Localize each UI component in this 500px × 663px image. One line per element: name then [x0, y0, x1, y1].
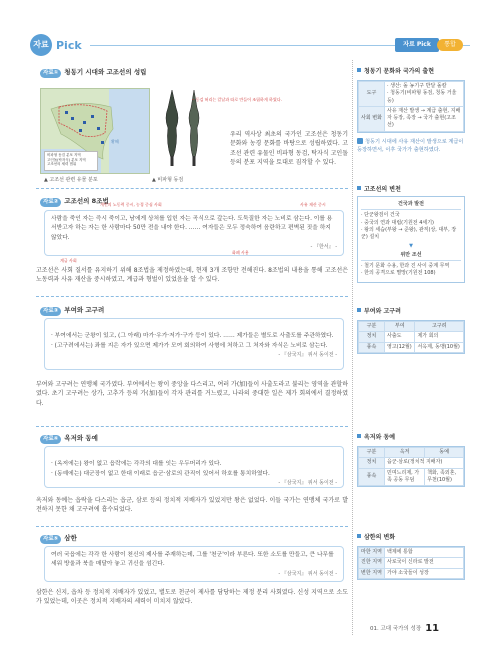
right-tag — [395, 38, 465, 52]
map-legend — [44, 151, 98, 171]
box-heading: 건국과 발전 — [361, 200, 461, 210]
section-2-title — [40, 197, 109, 207]
right-note-1 — [357, 138, 465, 155]
table-cell: 마한 지역 — [359, 548, 385, 558]
column-divider — [352, 60, 353, 635]
right-item-4-text: 옥저와 동예 — [364, 434, 396, 441]
map-caption: ▲ 고조선 관련 유물 분포 — [44, 177, 98, 183]
map-legend-item: 비파형 동검 분포 지역 — [47, 153, 81, 157]
section-3-paragraph: 부여와 고구려는 연맹체 국가였다. 부여에서는 왕이 중앙을 다스리고, 여러 가(加)들이 사출도라고 불리는 영역을 관할하였다. 초기 고구려는 상가, 고추가 등의 가(加)들이 각자 관리를 거느렸고, 나라의 중대한 일은 제가 회의에서 결정하였다. — [36, 381, 348, 407]
table-header: 구분 — [359, 448, 385, 458]
right-item-1-text: 청동기 문화와 국가의 출현 — [364, 68, 435, 75]
divider — [36, 188, 348, 189]
quote-box-3 — [44, 318, 344, 370]
map-point — [65, 111, 68, 114]
right-item-5-title — [357, 534, 395, 543]
section-4-num: 자료④ — [40, 435, 61, 444]
quote-text: 사람을 죽인 자는 즉시 죽이고, 남에게 상처를 입힌 자는 곡식으로 갚는다. 도둑질한 자는 노비로 삼는다. 이를 용서받고자 하는 자는 한 사람마다 50만 전을 내야 한다. …… 여자들은 모두 정숙하여 음란하고 편벽된 짓을 하지 않았다. — [51, 216, 333, 241]
section-1-num: 자료① — [40, 69, 61, 78]
section-2-paragraph: 고조선은 사회 질서를 유지하기 위해 8조법을 제정하였는데, 현재 3개 조항만 전해진다. 8조법의 내용을 통해 고조선은 노동력과 사유 재산을 중시하였고, 계급과 형벌이 있었음을 알 수 있다. — [36, 267, 348, 284]
table-cell: 가야 소국들이 성장 — [385, 568, 464, 578]
dagger-image — [160, 88, 184, 168]
right-item-1-title — [357, 68, 434, 77]
quote-source: - 『삼국지』 위서 동이전 - — [278, 570, 337, 577]
map-sea-label: 황해 — [111, 139, 119, 144]
section-2-text: 고조선의 8조법 — [64, 197, 109, 205]
section-5-num: 자료⑤ — [40, 535, 61, 544]
table-header: 구분 — [359, 322, 385, 332]
annotation: 사유 재산 중시 — [300, 202, 326, 207]
section-3-title — [40, 306, 104, 316]
header-title: Pick — [56, 39, 82, 52]
divider — [36, 426, 348, 427]
table-cell: 풍속 — [359, 468, 385, 486]
section-5-title — [40, 534, 77, 544]
arrow-down-icon: ▼ — [409, 243, 413, 250]
quote-source: - 『삼국지』 위서 동이전 - — [278, 479, 337, 486]
table-cell: 도구 — [359, 82, 385, 107]
right-tag-sub: 통합 — [437, 39, 463, 51]
table-cell: 민며느리제, 가족 공동 무덤 — [385, 468, 425, 486]
note-icon — [357, 138, 363, 144]
table-cell: 사회 변화 — [359, 106, 385, 131]
quote-box-5 — [44, 546, 344, 582]
section-4-text: 옥저와 동예 — [64, 434, 98, 442]
section-4-title — [40, 434, 98, 444]
section-2-num: 자료② — [40, 198, 61, 207]
table-cell: 읍군·삼로(정치적 지배자) — [385, 458, 464, 468]
right-tag-label: 자료 Pick — [395, 38, 439, 52]
table-cell: 사로국이 신라로 발전 — [385, 558, 464, 568]
section-1-paragraph: 우리 역사상 최초의 국가인 고조선은 청동기 문화와 농경 문화를 바탕으로 성립하였다. 고조선 관련 유물인 비파형 동검, 탁자식 고인돌 등의 분포 지역을 토대로 짐작할 수 있다. — [230, 131, 348, 166]
annotation: 계급 사회 — [60, 258, 77, 263]
dagger-callout: ─ 동검 허리는 칼날과 따로 만들어 조립하게 하였다. — [192, 97, 282, 102]
page-number: 11 — [425, 623, 440, 634]
section-3-num: 자료③ — [40, 307, 61, 316]
table-cell: 서옥제, 동맹(10월) — [415, 342, 464, 352]
map-point — [79, 129, 82, 132]
divider — [36, 296, 348, 297]
table-cell: 백제에 통합 — [385, 548, 464, 558]
right-item-5-text: 삼한의 변화 — [364, 534, 396, 541]
annotation: 개인의 노동력 중시, 농경 중심 사회 — [100, 202, 162, 207]
map-point — [101, 141, 104, 144]
box-heading: 위만 조선 — [361, 251, 461, 261]
map-point — [91, 115, 94, 118]
table-cell: · 생산: 돌 농기구 반달 돌칼 · 청동기(비파형 동검, 청동 거울 등) — [385, 82, 464, 107]
table-cell: 사출도 — [385, 332, 415, 342]
table-header: 고구려 — [415, 322, 464, 332]
page-footer — [370, 622, 439, 637]
right-item-3-text: 부여와 고구려 — [364, 308, 401, 315]
right-table-3 — [357, 320, 465, 354]
dagger-caption: ▲ 비파형 동검 — [152, 177, 184, 183]
table-cell: 풍속 — [359, 342, 385, 352]
right-table-5 — [357, 546, 465, 580]
section-5-paragraph: 삼한은 신지, 읍차 등 정치적 지배자가 있었고, 별도로 천군이 제사를 담당하는 제정 분리 사회였다. 신성 지역으로 소도가 있었는데, 이곳은 정치적 지배자의 세력이 미치지 않았다. — [36, 589, 348, 606]
map-legend-item: 고조선의 세력 범위 — [47, 162, 77, 167]
table-header: 부여 — [385, 322, 415, 332]
box-body: · 철기 문화 수용, 한과 진 사이 중계 무역 · 한의 공격으로 멸망(기원전 108) — [361, 262, 450, 276]
quote-box-2 — [44, 210, 344, 256]
annotation: 화폐 사용 — [232, 250, 249, 255]
section-5-text: 삼한 — [64, 534, 77, 542]
distribution-map — [40, 88, 150, 174]
quote-text: · 부여에서는 군왕이 있고, (그 아래) 마가·우가·저가·구가 등이 있다. …… 제가들은 별도로 사출도를 주관하였다. · (고구려에서는) 좌를 지은 자가 있으면 제가가 모여 회의하여 사형에 처하고 그 처자와 자식은 노비로 삼는다. — [51, 333, 334, 349]
quote-text: 여러 국읍에는 각각 한 사람이 천신의 제사를 주재하는데, 그를 '천군'이라 부른다. 또한 소도를 만들고, 큰 나무를 세워 방울과 북을 매달아 놓고 귀신을 섬긴다. — [51, 552, 334, 568]
right-table-4 — [357, 446, 465, 487]
map-legend-item: 고인돌(탁자식) 분포 지역 — [47, 157, 86, 162]
right-note-text: 청동기 시대에 사유 재산이 발생으로 계급이 등장하면서, 이후 국가가 출현하였다. — [357, 139, 464, 153]
map-point — [83, 121, 86, 124]
table-cell: 제가 회의 — [415, 332, 464, 342]
table-header: 동예 — [425, 448, 464, 458]
right-item-2-title — [357, 186, 401, 195]
section-1-title — [40, 68, 146, 78]
section-1-text: 청동기 시대와 고조선의 성립 — [64, 68, 147, 76]
quote-text: · (옥저에는) 왕이 없고 읍락에는 각각의 대를 잇는 우두머리가 있다. · (동예에는) 대군장이 없고 한대 이래로 읍군·삼로의 관직이 있어서 하호를 통치하였다. — [51, 461, 270, 477]
map-point — [71, 117, 74, 120]
table-cell: 진한 지역 — [359, 558, 385, 568]
box-body: · 단군왕검이 건국 · 중국의 연과 대립(기원전 4세기) · 왕의 세습(부왕 → 준왕), 관직(상, 대부, 장군) 설치 — [361, 212, 457, 240]
section-3-text: 부여와 고구려 — [64, 306, 105, 314]
section-4-paragraph: 옥저와 동예는 읍락을 다스리는 읍군, 삼로 등의 정치적 지배자가 있었지만 왕은 없었다. 이들 국가는 연맹체 국가로 발전하지 못한 채 고구려에 흡수되었다. — [36, 497, 348, 514]
table-cell: 정치 — [359, 332, 385, 342]
header-badge: 자료 — [30, 34, 52, 56]
divider — [36, 526, 348, 527]
table-cell: 사유 재산 발생 → 계급 출현, 지배자 등장, 족장 → 국가 출현(고조선) — [385, 106, 464, 131]
table-cell: 변한 지역 — [359, 568, 385, 578]
table-cell: 정치 — [359, 458, 385, 468]
right-item-3-title — [357, 308, 401, 317]
table-cell: 영고(12월) — [385, 342, 415, 352]
quote-source: - 『한서』 - — [310, 243, 337, 250]
table-cell: 책화, 족외혼, 무천(10월) — [425, 468, 464, 486]
chapter-label: 01. 고대 국가의 성장 — [370, 626, 422, 632]
right-box-2 — [357, 196, 465, 283]
right-table-1 — [357, 80, 465, 133]
right-item-4-title — [357, 434, 395, 443]
quote-box-4 — [44, 446, 344, 488]
right-item-2-text: 고조선의 변천 — [364, 186, 401, 193]
quote-source: - 『삼국지』 위서 동이전 - — [278, 351, 337, 358]
map-point — [97, 127, 100, 130]
table-header: 옥저 — [385, 448, 425, 458]
